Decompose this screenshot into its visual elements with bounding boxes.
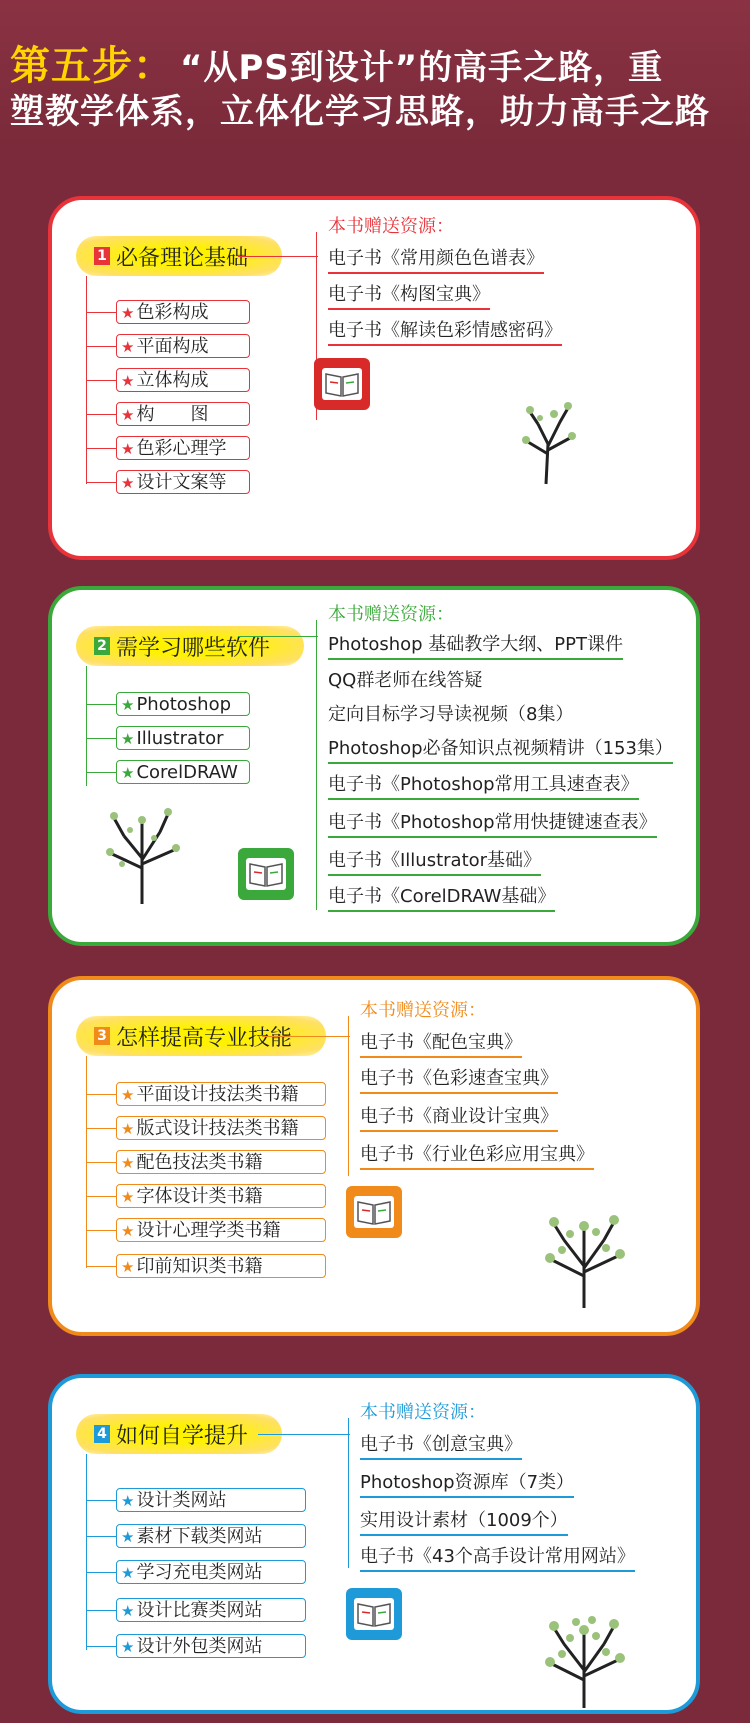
star-icon: ★ — [121, 696, 135, 714]
card-software — [48, 586, 700, 946]
resource-item: 电子书《商业设计宝典》 — [360, 1102, 558, 1132]
number-badge: 1 — [94, 247, 110, 265]
topic-label: 构 图 — [136, 404, 209, 425]
star-icon: ★ — [121, 372, 135, 390]
title-line-2 — [10, 84, 710, 133]
star-icon: ★ — [121, 1154, 135, 1172]
topic-item — [116, 1254, 326, 1278]
card-title: 如何自学提升 — [116, 1423, 249, 1449]
step-label: 第五步： — [10, 43, 174, 89]
topic-label: 平面构成 — [136, 336, 209, 357]
resource-item: 电子书《行业色彩应用宝典》 — [360, 1140, 594, 1170]
book-icon — [314, 358, 370, 410]
book-icon — [346, 1186, 402, 1238]
resource-item: 电子书《Photoshop常用工具速查表》 — [328, 770, 639, 800]
star-icon: ★ — [121, 406, 135, 424]
topic-label: 设计文案等 — [136, 472, 227, 493]
star-icon: ★ — [121, 1492, 135, 1510]
topic-label: 配色技法类书籍 — [136, 1152, 263, 1173]
card-title: 必备理论基础 — [116, 245, 249, 271]
topic-label: 平面设计技法类书籍 — [136, 1084, 299, 1105]
resource-item: 实用设计素材（1009个） — [360, 1506, 568, 1536]
resource-item: 电子书《Illustrator基础》 — [328, 846, 541, 876]
topic-label: 设计外包类网站 — [136, 1636, 263, 1657]
tree-illustration — [510, 394, 590, 486]
book-icon — [346, 1588, 402, 1640]
page-header — [0, 0, 750, 150]
card-professional-skills — [48, 976, 700, 1336]
topic-label: 印前知识类书籍 — [136, 1256, 263, 1277]
star-icon: ★ — [121, 440, 135, 458]
topic-item — [116, 470, 250, 494]
resource-line — [348, 1016, 349, 1176]
resource-item: 电子书《Photoshop常用快捷键速查表》 — [328, 808, 657, 838]
resource-item: 电子书《解读色彩情感密码》 — [328, 316, 562, 346]
star-icon: ★ — [121, 1188, 135, 1206]
tree-illustration — [98, 802, 188, 906]
resource-item: 电子书《构图宝典》 — [328, 280, 490, 310]
resources-heading: 本书赠送资源： — [360, 1402, 486, 1423]
topic-label: 设计类网站 — [136, 1490, 227, 1511]
topic-label: 学习充电类网站 — [136, 1562, 263, 1583]
resource-item: QQ群老师在线答疑 — [328, 666, 482, 696]
topic-item — [116, 760, 250, 784]
card-title-pill — [76, 1414, 282, 1454]
topic-label: CorelDRAW — [136, 762, 238, 783]
star-icon: ★ — [121, 1120, 135, 1138]
tree-illustration — [536, 1210, 632, 1310]
topic-item — [116, 1150, 326, 1174]
topic-item — [116, 1218, 326, 1242]
topic-item — [116, 300, 250, 324]
topic-label: 设计心理学类书籍 — [136, 1220, 281, 1241]
book-icon — [238, 848, 294, 900]
card-self-study — [48, 1374, 700, 1714]
topic-label: 设计比赛类网站 — [136, 1600, 263, 1621]
resource-item: Photoshop必备知识点视频精讲（153集） — [328, 734, 673, 764]
resources-heading: 本书赠送资源： — [328, 216, 454, 237]
star-icon: ★ — [121, 1564, 135, 1582]
topic-item — [116, 436, 250, 460]
star-icon: ★ — [121, 1602, 135, 1620]
topic-item — [116, 1116, 326, 1140]
star-icon: ★ — [121, 1258, 135, 1276]
topic-label: 版式设计技法类书籍 — [136, 1118, 299, 1139]
topic-label: 素材下载类网站 — [136, 1526, 263, 1547]
resource-item: 电子书《创意宝典》 — [360, 1430, 522, 1460]
resource-item: 电子书《配色宝典》 — [360, 1028, 522, 1058]
star-icon: ★ — [121, 1222, 135, 1240]
card-title: 需学习哪些软件 — [116, 635, 271, 661]
topic-label: 立体构成 — [136, 370, 209, 391]
connector-line — [238, 636, 318, 637]
card-title: 怎样提高专业技能 — [116, 1025, 293, 1051]
resource-item: 电子书《43个高手设计常用网站》 — [360, 1542, 635, 1572]
star-icon: ★ — [121, 730, 135, 748]
star-icon: ★ — [121, 1638, 135, 1656]
resource-item: Photoshop 基础教学大纲、PPT课件 — [328, 630, 623, 660]
star-icon: ★ — [121, 474, 135, 492]
connector-line — [262, 1036, 350, 1037]
topic-item — [116, 692, 250, 716]
resources-heading: 本书赠送资源： — [328, 604, 454, 625]
resource-line — [348, 1418, 349, 1568]
resource-item: 电子书《色彩速查宝典》 — [360, 1064, 558, 1094]
title-line-1 — [10, 34, 663, 91]
card-theory-basics — [48, 196, 700, 560]
resource-item: 电子书《常用颜色色谱表》 — [328, 244, 544, 274]
resource-item: 电子书《CorelDRAW基础》 — [328, 882, 555, 912]
number-badge: 2 — [94, 637, 110, 655]
topic-label: Photoshop — [136, 694, 232, 715]
topic-label: 字体设计类书籍 — [136, 1186, 263, 1207]
topic-item — [116, 726, 250, 750]
star-icon: ★ — [121, 764, 135, 782]
topic-item — [116, 1488, 306, 1512]
resource-item: Photoshop资源库（7类） — [360, 1468, 574, 1498]
topic-item — [116, 1634, 306, 1658]
topic-item — [116, 1184, 326, 1208]
topic-item — [116, 334, 250, 358]
star-icon: ★ — [121, 338, 135, 356]
topic-label: Illustrator — [136, 728, 224, 749]
tree-illustration — [536, 1614, 632, 1710]
topic-item — [116, 1598, 306, 1622]
title-text-1: “从PS到设计”的高手之路，重 — [180, 48, 664, 88]
connector-line — [258, 1434, 350, 1435]
topic-item — [116, 368, 250, 392]
branch-line — [86, 666, 87, 786]
branch-line — [86, 1454, 87, 1650]
topic-item — [116, 1082, 326, 1106]
card-title-pill — [76, 626, 304, 666]
topic-item — [116, 1560, 306, 1584]
connector-line — [238, 256, 318, 257]
star-icon: ★ — [121, 1528, 135, 1546]
resource-item: 定向目标学习导读视频（8集） — [328, 700, 573, 730]
number-badge: 4 — [94, 1425, 110, 1443]
resources-heading: 本书赠送资源： — [360, 1000, 486, 1021]
number-badge: 3 — [94, 1027, 110, 1045]
topic-item — [116, 1524, 306, 1548]
resource-line — [316, 620, 317, 910]
topic-label: 色彩心理学 — [136, 438, 227, 459]
star-icon: ★ — [121, 304, 135, 322]
star-icon: ★ — [121, 1086, 135, 1104]
topic-label: 色彩构成 — [136, 302, 209, 323]
topic-item — [116, 402, 250, 426]
title-text-2: 塑教学体系，立体化学习思路，助力高手之路 — [10, 92, 710, 132]
